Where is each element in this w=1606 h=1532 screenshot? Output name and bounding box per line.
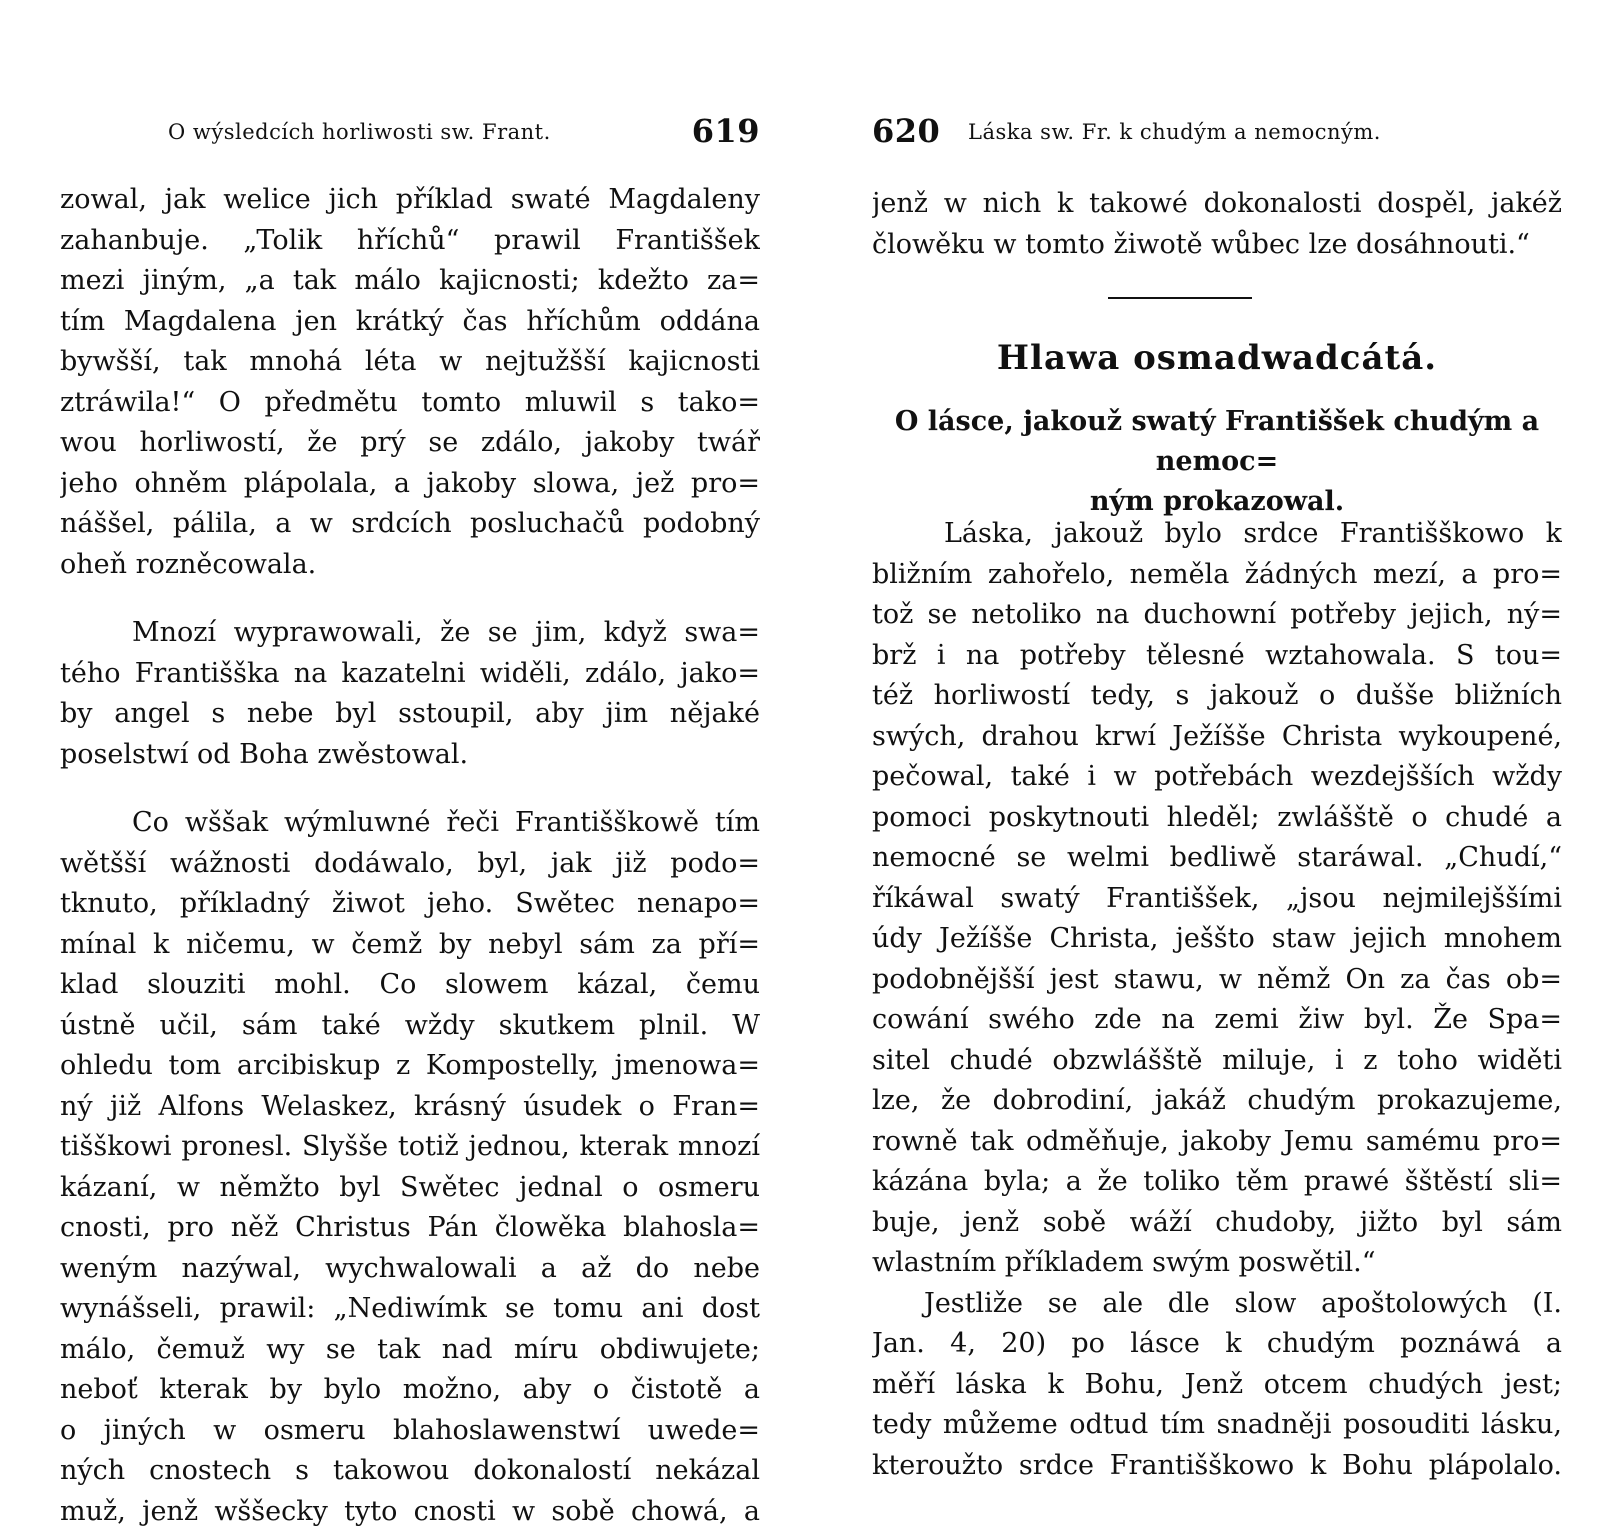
text-line: by angel s nebe byl sstoupil, aby jim nějaké [60,694,760,735]
text-line: cnosti, pro něž Christus Pán člowěka blahosla= [60,1208,760,1249]
text-line: mezi jiným, „a tak málo kajicnosti; kdežto za= [60,261,760,302]
text-line: podobnějšší jest stawu, w němž On za čas ob= [872,960,1562,1001]
text-line: weným nazýwal, wychwalowali a až do nebe [60,1249,760,1290]
left-body-text [60,180,760,1532]
text-line: pečowal, také i w potřebách wezdejšších wždy [872,757,1562,798]
text-line: ný již Alfons Welaskez, krásný úsudek o Fran= [60,1087,760,1128]
text-line: ztráwila!“ O předmětu tomto mluwil s tako= [60,383,760,424]
section-divider [1108,297,1252,299]
text-line: ústně učil, sám také wždy skutkem plnil. W [60,1006,760,1047]
text-line: tím Magdalena jen krátký čas hříchům oddána [60,302,760,343]
text-line: oheň rozněcowala. [60,545,760,586]
text-line: wětšší wážnosti dodáwalo, byl, jak již podo= [60,844,760,885]
left-running-title: O wýsledcích horliwosti sw. Frant. [168,120,551,144]
text-line: tož se netoliko na duchowní potřeby jejich, ný= [872,595,1562,636]
right-page-number: 620 [872,112,940,150]
text-line: kázaní, w němžto byl Swětec jednal o osmeru [60,1168,760,1209]
text-line: málo, čemuž wy se tak nad míru obdiwujete; [60,1330,760,1371]
text-line: též horliwostí tedy, s jakouž o dušše bližních [872,676,1562,717]
left-page [60,0,760,1500]
text-line: nemocné se welmi bedliwě staráwal. „Chudí,“ [872,838,1562,879]
text-line: tknuto, příkladný žiwot jeho. Swětec nenapo= [60,884,760,925]
paragraph-first-line: Jestliže se ale dle slow apoštolowých (I. [872,1284,1562,1325]
right-page [872,0,1562,1500]
chapter-subtitle-line: O lásce, jakouž swatý Františšek chudým a nemoc= [872,402,1562,482]
text-line: pomoci poskytnouti hleděl; zwlášště o chudé a [872,798,1562,839]
text-line: kázána byla; a že toliko těm prawé šštěstí sli= [872,1162,1562,1203]
text-line: ohledu tom arcibiskup z Kompostelly, jmenowa= [60,1046,760,1087]
text-line: údy Ježíšše Christa, ješšto staw jejich mnohem [872,919,1562,960]
text-line: tého Františška na kazatelni widěli, zdálo, jako= [60,654,760,695]
text-line: muž, jenž wššecky tyto cnosti w sobě chowá, a [60,1492,760,1532]
text-line: swých, drahou krwí Ježíšše Christa wykoupené, [872,717,1562,758]
text-line: bližním zahořelo, neměla žádných mezí, a pro= [872,555,1562,596]
text-line: bywšší, tak mnohá léta w nejtužšší kajicnosti [60,342,760,383]
text-line: poselstwí od Boha zwěstowal. [60,735,760,776]
text-line: sitel chudé obzwlášště miluje, i z toho widěti [872,1041,1562,1082]
left-page-number: 619 [692,112,760,150]
chapter-subtitle [872,402,1562,522]
text-line: jenž w nich k takowé dokonalosti dospěl, jakéž [872,184,1562,225]
text-line: Jan. 4, 20) po lásce k chudým poznáwá a [872,1324,1562,1365]
text-line: člowěku w tomto žiwotě wůbec lze dosáhnouti.“ [872,225,1562,266]
text-line: klad slouziti mohl. Co slowem kázal, čemu [60,965,760,1006]
text-line: tišškowi pronesl. Slyšše totiž jednou, kterak mnozí [60,1127,760,1168]
text-line: tedy můžeme odtud tím snadněji posouditi lásku, [872,1405,1562,1446]
text-line: říkáwal swatý Františšek, „jsou nejmilejššími [872,879,1562,920]
text-line: neboť kterak by bylo možno, aby o čistotě a [60,1370,760,1411]
right-body-text [872,514,1562,1486]
text-line: rowně tak odměňuje, jakoby Jemu samému pro= [872,1122,1562,1163]
text-line: brž i na potřeby tělesné wztahowala. S tou= [872,636,1562,677]
text-line: cowání swého zde na zemi žiw byl. Že Spa= [872,1000,1562,1041]
text-line: o jiných w osmeru blahoslawenstwí uwede= [60,1411,760,1452]
paragraph-first-line: Co wššak wýmluwné řeči Františškowě tím [60,803,760,844]
chapter-subtitle-line: ným prokazowal. [872,482,1562,522]
text-line: mínal k ničemu, w čemž by nebyl sám za pří= [60,925,760,966]
paragraph-first-line: Láska, jakouž bylo srdce Františškowo k [872,514,1562,555]
text-line: jeho ohněm plápolala, a jakoby slowa, jež pro= [60,464,760,505]
text-line: wou horliwostí, že prý se zdálo, jakoby twář [60,423,760,464]
text-line: ných cnostech s takowou dokonalostí nekázal [60,1451,760,1492]
text-line: náššel, pálila, a w srdcích posluchačů podobný [60,504,760,545]
paragraph-first-line: Mnozí wyprawowali, že se jim, když swa= [60,613,760,654]
left-running-head [60,112,760,152]
text-line: wlastním příkladem swým poswětil.“ [872,1243,1562,1284]
right-running-head [872,112,1562,152]
text-line: kteroužto srdce Františškowo k Bohu plápolalo. [872,1446,1562,1487]
continuation-text [872,184,1562,265]
text-line: lze, že dobrodiní, jakáž chudým prokazujeme, [872,1081,1562,1122]
chapter-heading: Hlawa osmadwadcátá. [872,338,1562,378]
text-line: buje, jenž sobě wáží chudoby, jižto byl sám [872,1203,1562,1244]
text-line: zowal, jak welice jich příklad swaté Magdaleny [60,180,760,221]
text-line: měří láska k Bohu, Jenž otcem chudých jest; [872,1365,1562,1406]
text-line: wynášseli, prawil: „Nediwímk se tomu ani dost [60,1289,760,1330]
text-line: zahanbuje. „Tolik hříchů“ prawil Františšek [60,221,760,262]
right-running-title: Láska sw. Fr. k chudým a nemocným. [968,120,1381,144]
